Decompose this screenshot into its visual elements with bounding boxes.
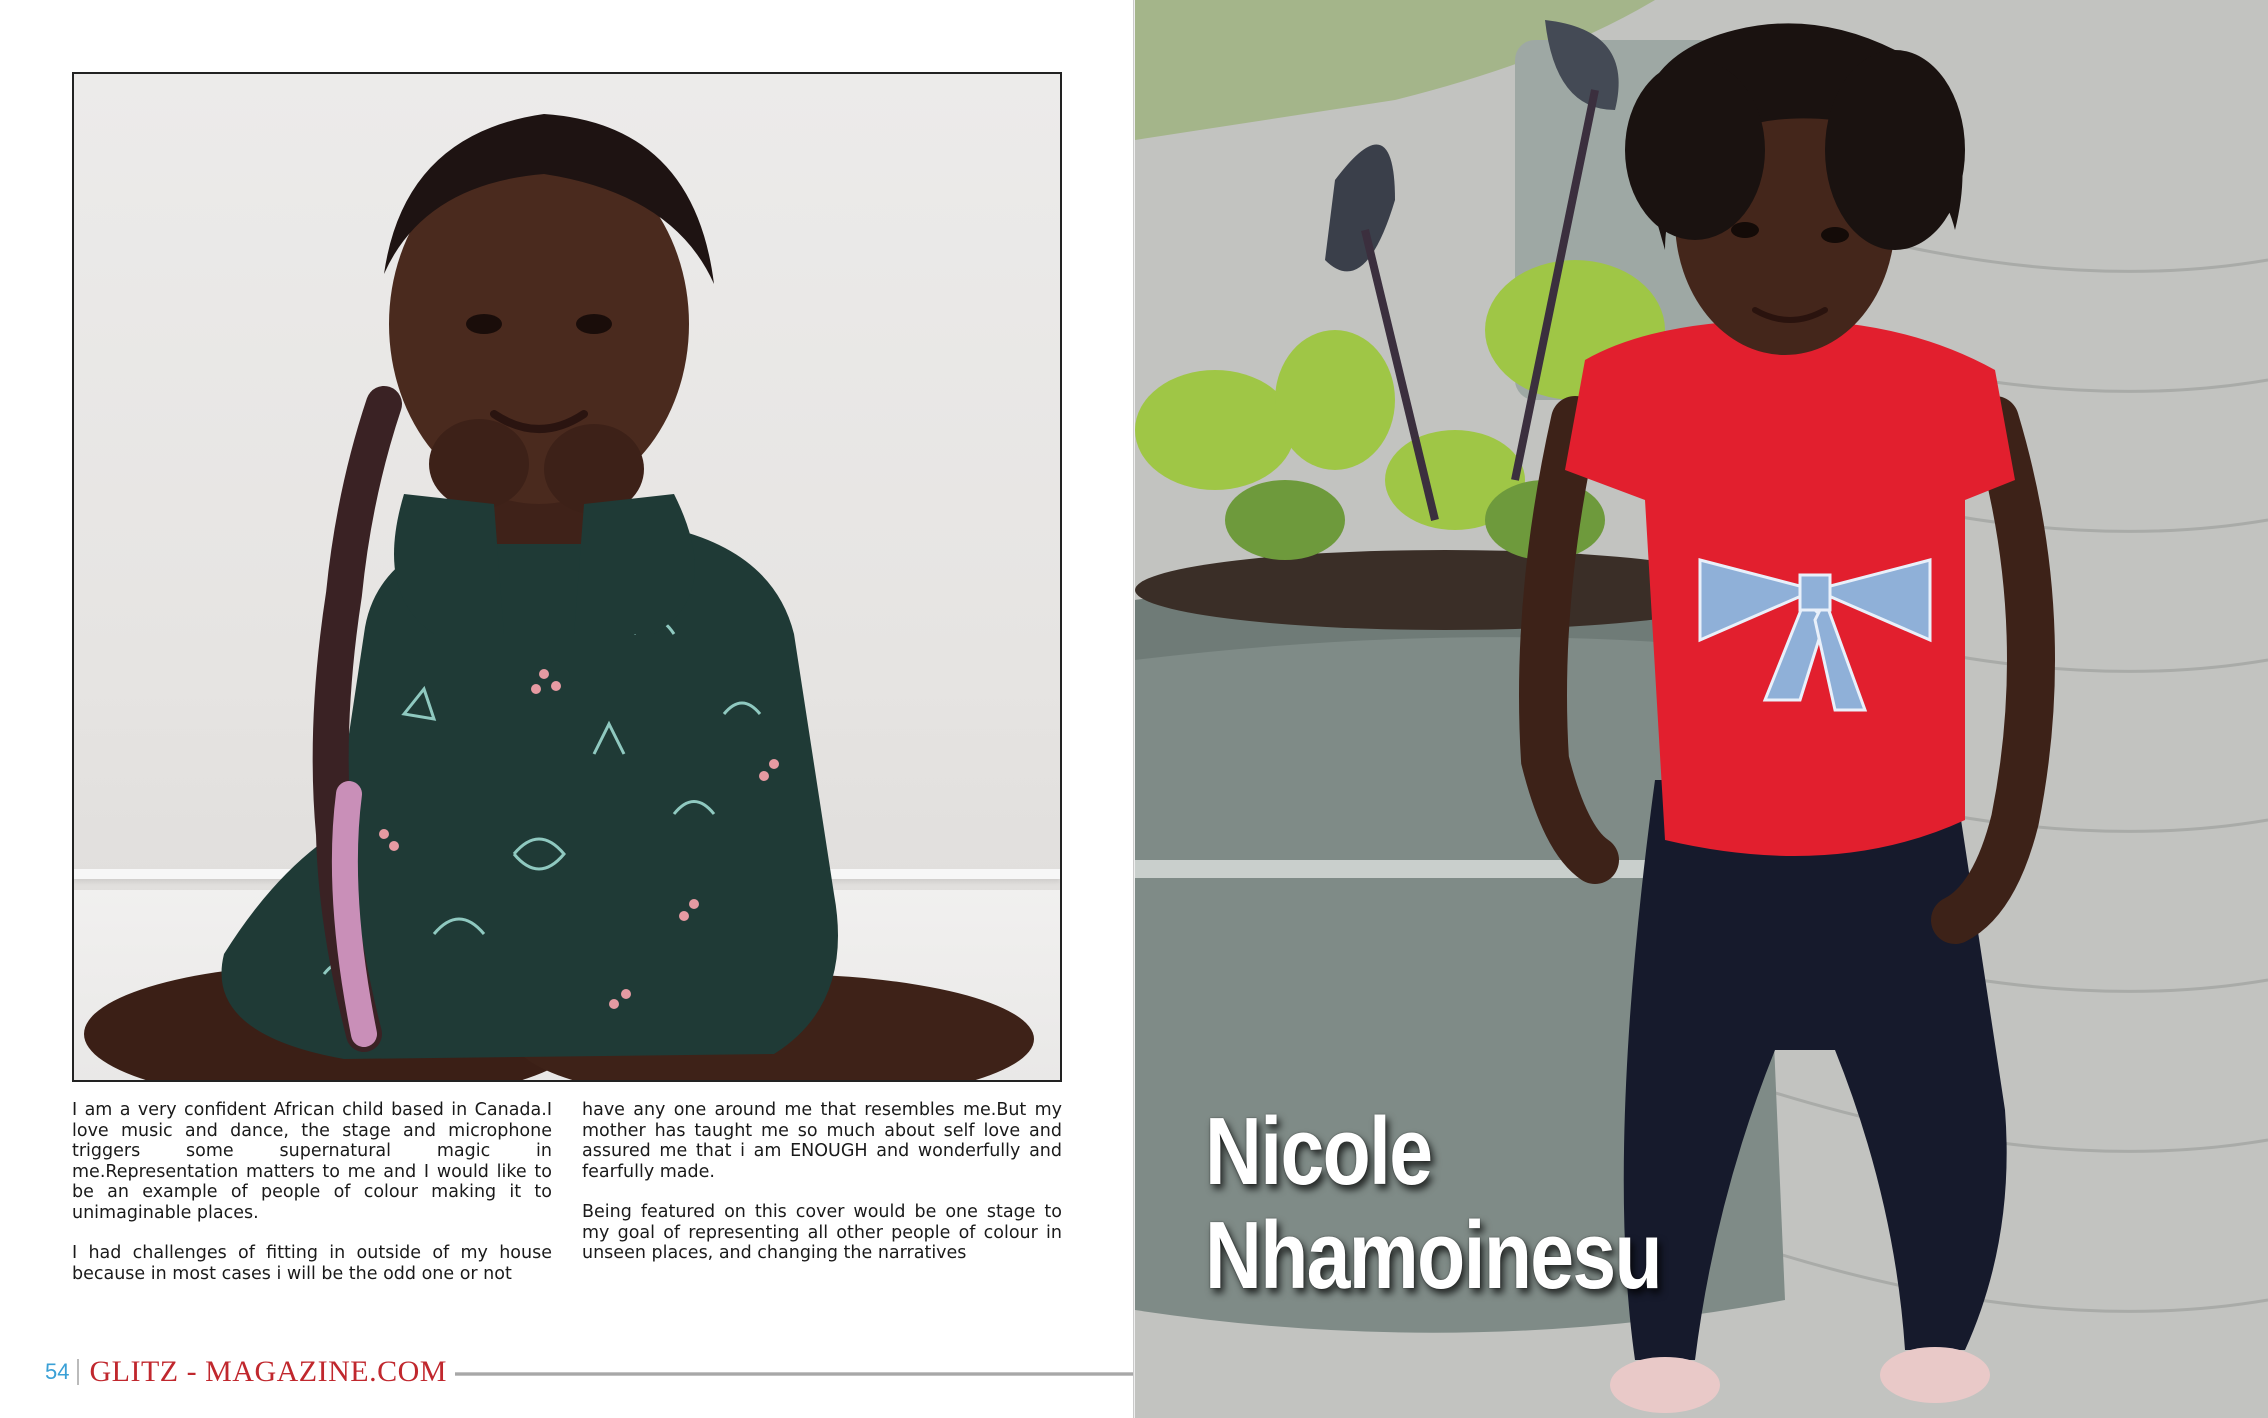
left-page: [0, 0, 1133, 1418]
cover-name-title: [1205, 1100, 1664, 1308]
article-body: [72, 1100, 1062, 1300]
article-paragraph: I had challenges of fitting in outside of my house because in most cases i will be the odd one or not: [72, 1243, 552, 1284]
magazine-site-link[interactable]: GLITZ - MAGAZINE.COM: [89, 1355, 447, 1388]
footer-separator: [77, 1359, 79, 1385]
page-footer: [45, 1352, 1133, 1392]
cover-name-last: Nhamoinesu: [1205, 1202, 1661, 1309]
right-page-cover-photo: [1135, 0, 2268, 1418]
page-number: 54: [45, 1359, 70, 1384]
article-paragraph: have any one around me that resembles me.But my mother has taught me so much about self love and assured me that i am ENOUGH and wonderfully and fearfully made.: [582, 1100, 1062, 1182]
portrait-photo-girl-seated: [72, 72, 1062, 1082]
footer-rule: [455, 1372, 1133, 1376]
article-column-1: [72, 1100, 552, 1300]
article-paragraph: Being featured on this cover would be one stage to my goal of representing all other people of colour in unseen places, and changing the narratives: [582, 1202, 1062, 1263]
cover-name-first: Nicole: [1205, 1098, 1432, 1205]
seated-girl-illustration: [74, 74, 1062, 1082]
article-paragraph: I am a very confident African child based in Canada.I love music and dance, the stage and microphone triggers some supernatural magic in me.Representation matters to me and I would like to be an example of people of colour making it to unimaginable places.: [72, 1100, 552, 1223]
article-column-2: [582, 1100, 1062, 1300]
